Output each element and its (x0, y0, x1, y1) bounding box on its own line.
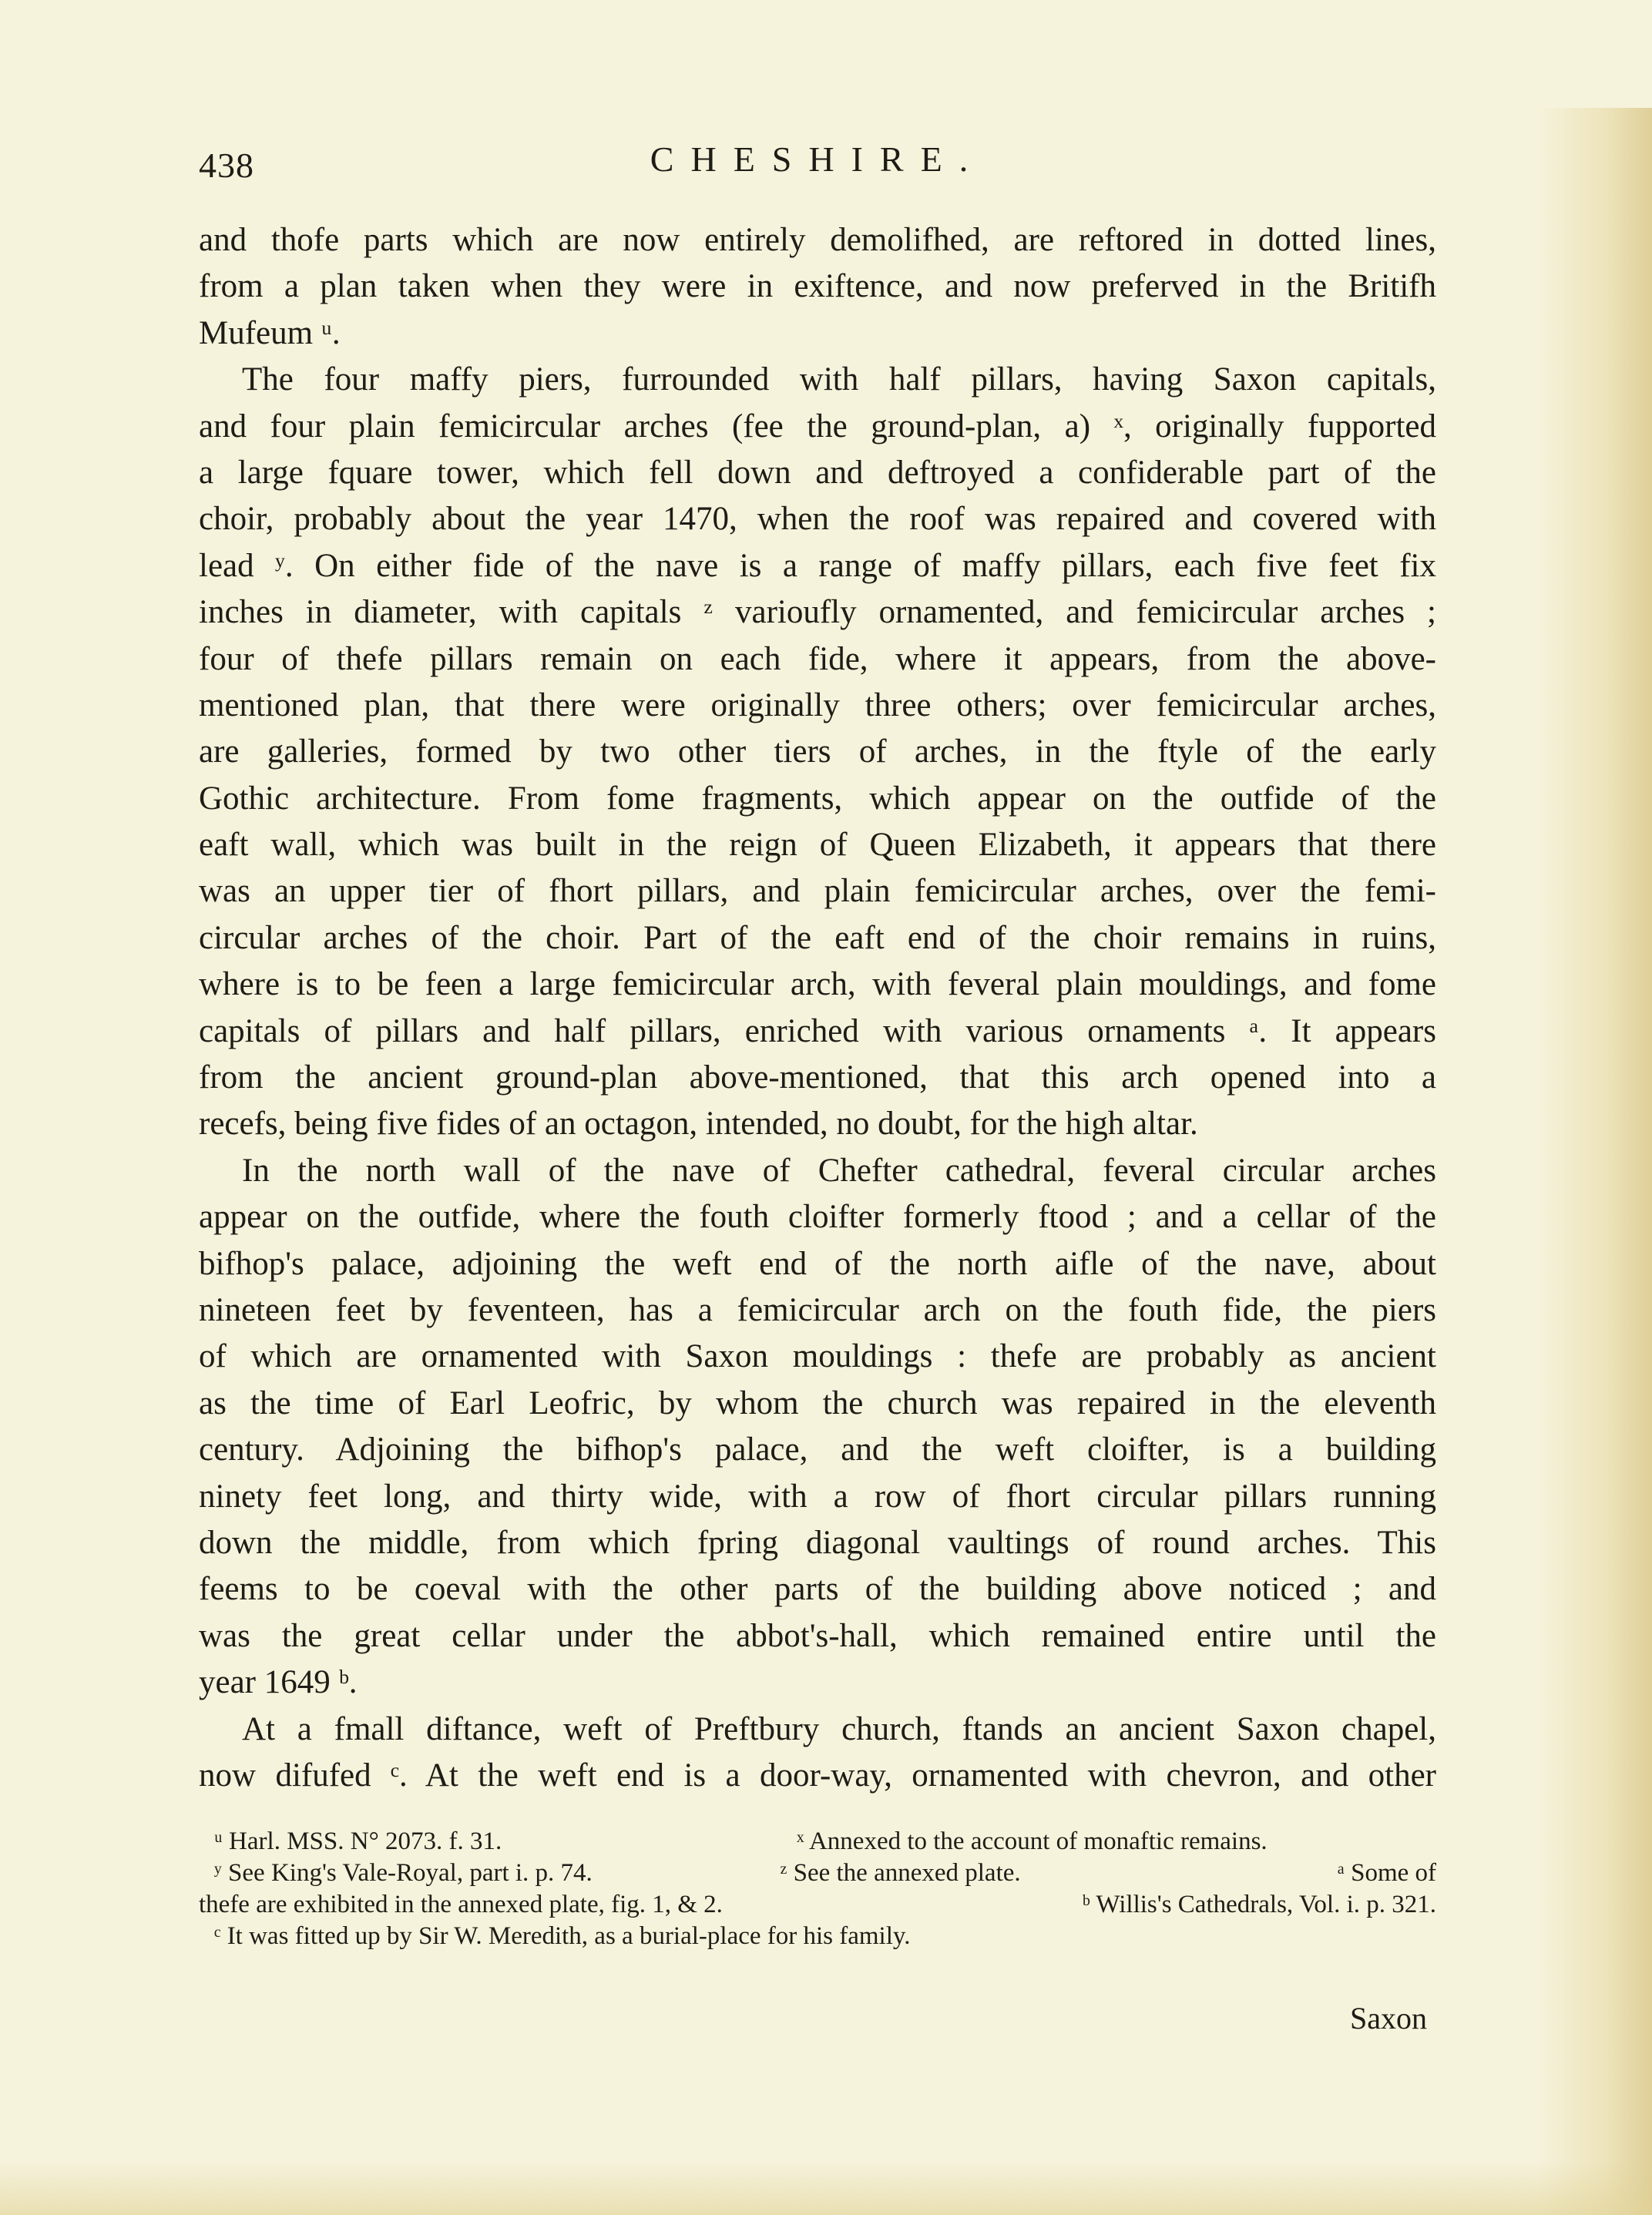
text-line: capitals of pillars and half pillars, enriched with various ornaments ᵃ. It appears (199, 1012, 1436, 1049)
text-line: Mufeum ᵘ. (199, 314, 341, 351)
footnote-row-1 (199, 1826, 1436, 1858)
catchword: Saxon (1350, 2001, 1427, 2035)
page-edge-shadow-right (1536, 108, 1652, 2215)
text-line: four of thefe pillars remain on each fide, where it appears, from the above- (199, 640, 1436, 677)
page-edge-shadow-bottom (0, 2161, 1652, 2215)
page-number: 438 (199, 146, 254, 185)
text-line: bifhop's palace, adjoining the weft end of the north aifle of the nave, about (199, 1245, 1436, 1282)
text-line: was an upper tier of fhort pillars, and plain femicircular arches, over the femi- (199, 873, 1436, 910)
footnote-u: ᵘ Harl. MSS. N° 2073. f. 31. (214, 1827, 502, 1855)
text-line: nineteen feet by feventeen, has a femicircular arch on the fouth fide, the piers (199, 1291, 1436, 1328)
text-line: century. Adjoining the bifhop's palace, and the weft cloifter, is a building (199, 1431, 1436, 1468)
footnote-a-continued: thefe are exhibited in the annexed plate, fig. 1, & 2. (199, 1891, 723, 1918)
text-line: eaft wall, which was built in the reign of Queen Elizabeth, it appears that there (199, 827, 1436, 864)
footnote-row-4 (199, 1921, 1436, 1952)
text-line: Gothic architecture. From fome fragments, which appear on the outfide of the (199, 780, 1436, 817)
text-line: inches in diameter, with capitals ᶻ varioufly ornamented, and femicircular arches ; (199, 594, 1436, 631)
text-line: as the time of Earl Leofric, by whom the church was repaired in the eleventh (199, 1384, 1436, 1421)
text-line: and four plain femicircular arches (fee the ground-plan, a) ˣ, originally fupported (199, 408, 1436, 445)
text-line: appear on the outfide, where the fouth cloifter formerly ftood ; and a cellar of the (199, 1199, 1436, 1236)
text-line: The four maffy piers, furrounded with half pillars, having Saxon capitals, (242, 361, 1436, 398)
footnote-y: ʸ See King's Vale-Royal, part i. p. 74. (214, 1859, 593, 1887)
text-line: down the middle, from which fpring diagonal vaultings of round arches. This (199, 1524, 1436, 1561)
footnote-b: ᵇ Willis's Cathedrals, Vol. i. p. 321. (1082, 1891, 1436, 1918)
footnote-x: ˣ Annexed to the account of monaftic remains. (797, 1827, 1268, 1855)
footnote-z: ᶻ See the annexed plate. (780, 1859, 1021, 1887)
text-line: At a fmall diftance, weft of Preftbury church, ftands an ancient Saxon chapel, (242, 1710, 1436, 1747)
text-line: was the great cellar under the abbot's-hall, which remained entire until the (199, 1617, 1436, 1654)
footnote-c: ᶜ It was fitted up by Sir W. Meredith, as a burial-place for his family. (214, 1922, 911, 1950)
text-line: where is to be feen a large femicircular arch, with feveral plain mouldings, and fome (199, 966, 1436, 1003)
page-title: CHESHIRE. (650, 139, 985, 179)
text-line: a large fquare tower, which fell down and deftroyed a confiderable part of the (199, 454, 1436, 491)
text-line: of which are ornamented with Saxon mouldings : thefe are probably as ancient (199, 1338, 1436, 1375)
text-line: mentioned plan, that there were originally three others; over femicircular arches, (199, 686, 1436, 723)
text-line: from the ancient ground-plan above-mentioned, that this arch opened into a (199, 1059, 1436, 1096)
footnote-row-3 (199, 1889, 1436, 1921)
footnotes (199, 1826, 1436, 1952)
footnote-row-2 (199, 1858, 1436, 1889)
text-line: are galleries, formed by two other tiers of arches, in the ftyle of the early (199, 733, 1436, 770)
text-line: lead ʸ. On either fide of the nave is a range of maffy pillars, each five feet fix (199, 547, 1436, 584)
running-head (199, 139, 1436, 193)
text-line: ninety feet long, and thirty wide, with a row of fhort circular pillars running (199, 1478, 1436, 1515)
text-line: feems to be coeval with the other parts of the building above noticed ; and (199, 1571, 1436, 1608)
text-line: and thofe parts which are now entirely demolifhed, are reftored in dotted lines, (199, 222, 1436, 258)
text-line: year 1649 ᵇ. (199, 1664, 358, 1701)
footnote-a-start: ᵃ Some of (1337, 1859, 1436, 1887)
text-line: In the north wall of the nave of Chefter cathedral, feveral circular arches (242, 1152, 1436, 1189)
text-line: recefs, being five fides of an octagon, intended, no doubt, for the high altar. (199, 1106, 1198, 1143)
text-line: choir, probably about the year 1470, when the roof was repaired and covered with (199, 501, 1436, 538)
text-line: now difufed ᶜ. At the weft end is a door-way, ornamented with chevron, and other (199, 1757, 1436, 1794)
text-line: from a plan taken when they were in exiftence, and now preferved in the Britifh (199, 268, 1436, 305)
text-line: circular arches of the choir. Part of the eaft end of the choir remains in ruins, (199, 919, 1436, 956)
body-text (199, 217, 1436, 1799)
